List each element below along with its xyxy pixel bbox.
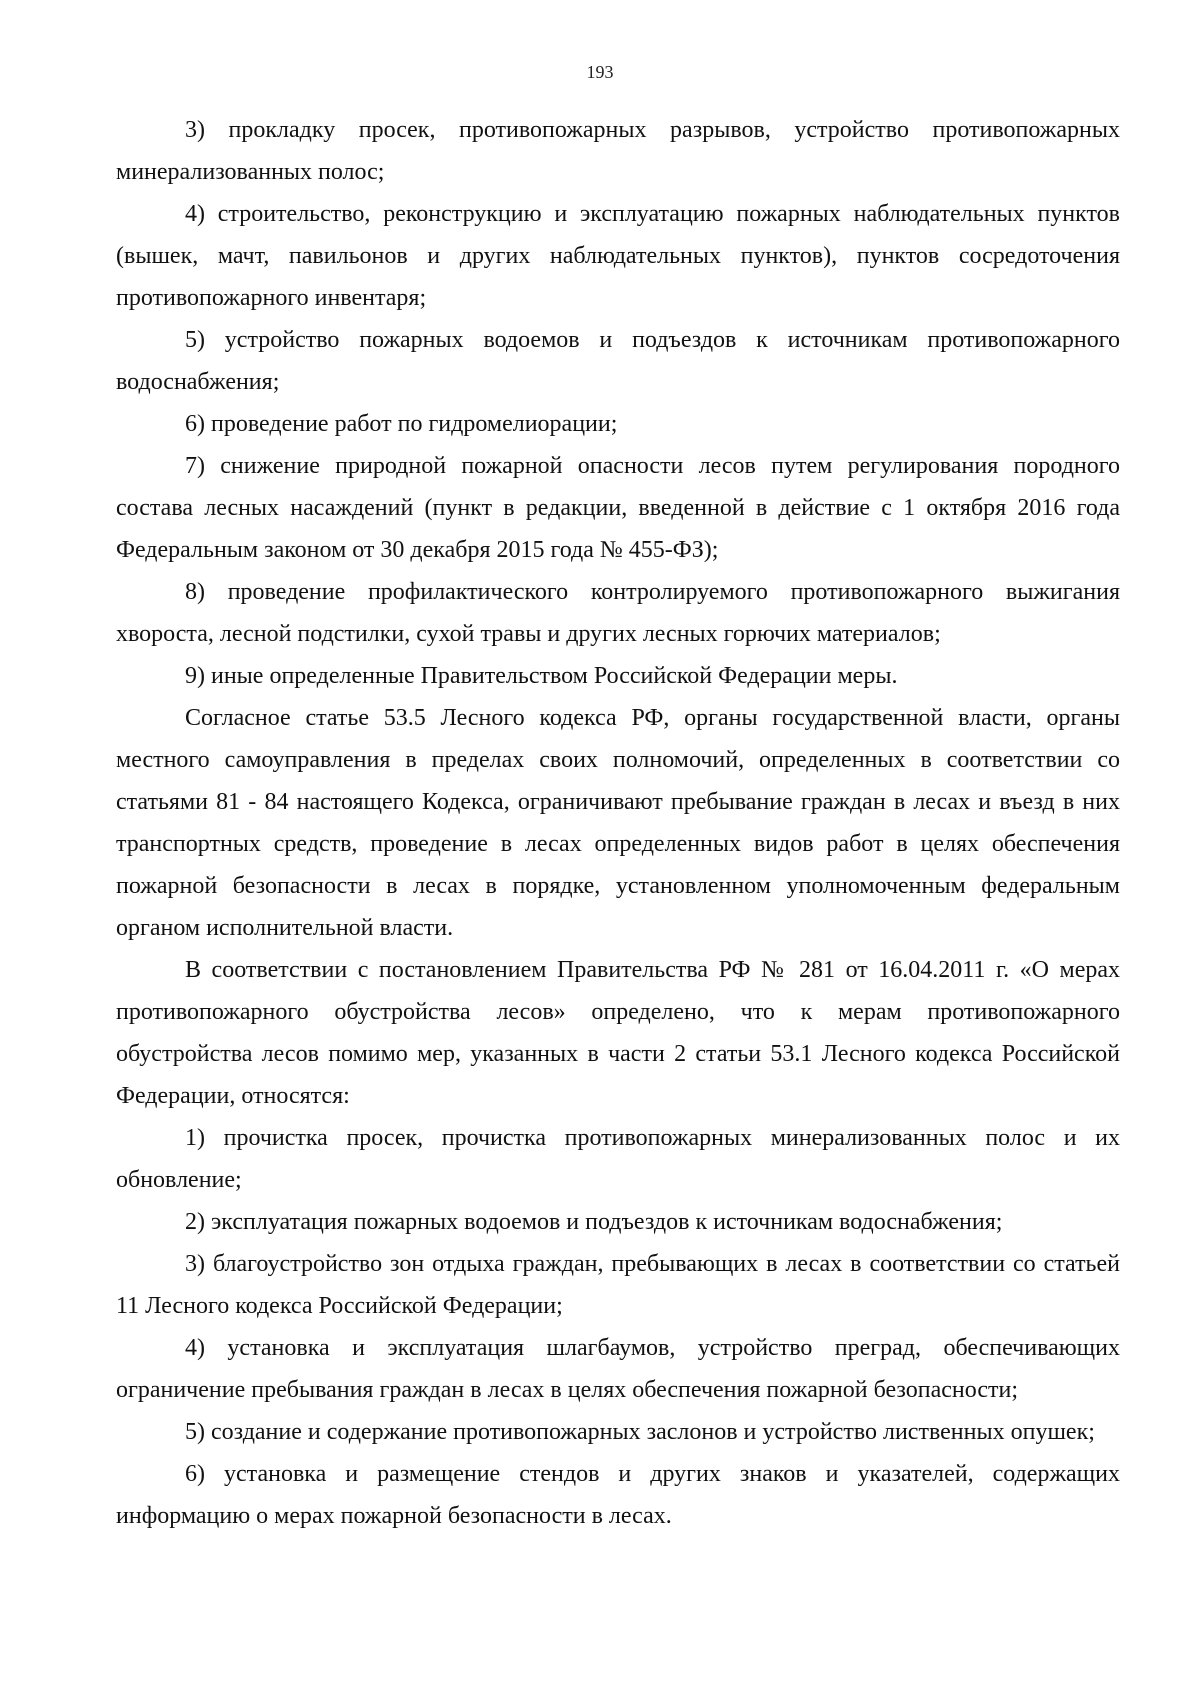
paragraph-measure-2: 2) эксплуатация пожарных водоемов и подъездов к источникам водоснабжения; [185, 1209, 1003, 1235]
page-number: 193 [586, 62, 614, 82]
paragraph-item-7: 7) снижение природной пожарной опасности лесов путем регулирования породного состава лесных насаждений (пункт в редакции, введенной в действие с 1 октября 2016 года Федеральным законом от 30 декабря 2015 года № 455-ФЗ); [116, 453, 1120, 563]
paragraph-item-5: 5) устройство пожарных водоемов и подъездов к источникам противопожарного водоснабжения; [116, 327, 1120, 395]
paragraph-item-8: 8) проведение профилактического контролируемого противопожарного выжигания хвороста, лесной подстилки, сухой травы и других лесных горючих материалов; [116, 579, 1120, 647]
paragraph-item-9: 9) иные определенные Правительством Российской Федерации меры. [185, 663, 898, 689]
paragraph-measure-6: 6) установка и размещение стендов и других знаков и указателей, содержащих информацию о мерах пожарной безопасности в лесах. [116, 1461, 1120, 1529]
paragraph-item-4: 4) строительство, реконструкцию и эксплуатацию пожарных наблюдательных пунктов (вышек, мачт, павильонов и других наблюдательных пунктов), пунктов сосредоточения противопожарного инвентаря; [116, 201, 1120, 311]
paragraph-article-53-5: Согласное статье 53.5 Лесного кодекса РФ, органы государственной власти, органы местного самоуправления в пределах своих полномочий, определенных в соответствии со статьями 81 - 84 настоящего Кодекса, ограничивают пребывание граждан в лесах и въезд в них транспортных средств, проведение в лесах определенных видов работ в целях обеспечения пожарной безопасности в лесах в порядке, установленном уполномоченным федеральным органом исполнительной власти. [116, 705, 1120, 941]
body-text [116, 109, 1120, 1537]
paragraph-measure-5: 5) создание и содержание противопожарных заслонов и устройство лиственных опушек; [185, 1419, 1095, 1445]
paragraph-item-6: 6) проведение работ по гидромелиорации; [185, 411, 618, 437]
paragraph-measure-3: 3) благоустройство зон отдыха граждан, пребывающих в лесах в соответствии со статьей 11 Лесного кодекса Российской Федерации; [116, 1251, 1120, 1319]
paragraph-resolution-281: В соответствии с постановлением Правительства РФ № 281 от 16.04.2011 г. «О мерах противопожарного обустройства лесов» определено, что к мерам противопожарного обустройства лесов помимо мер, указанных в части 2 статьи 53.1 Лесного кодекса Российской Федерации, относятся: [116, 957, 1120, 1109]
paragraph-measure-1: 1) прочистка просек, прочистка противопожарных минерализованных полос и их обновление; [116, 1125, 1120, 1193]
paragraph-item-3: 3) прокладку просек, противопожарных разрывов, устройство противопожарных минерализованных полос; [116, 117, 1120, 185]
paragraph-measure-4: 4) установка и эксплуатация шлагбаумов, устройство преград, обеспечивающих ограничение пребывания граждан в лесах в целях обеспечения пожарной безопасности; [116, 1335, 1120, 1403]
